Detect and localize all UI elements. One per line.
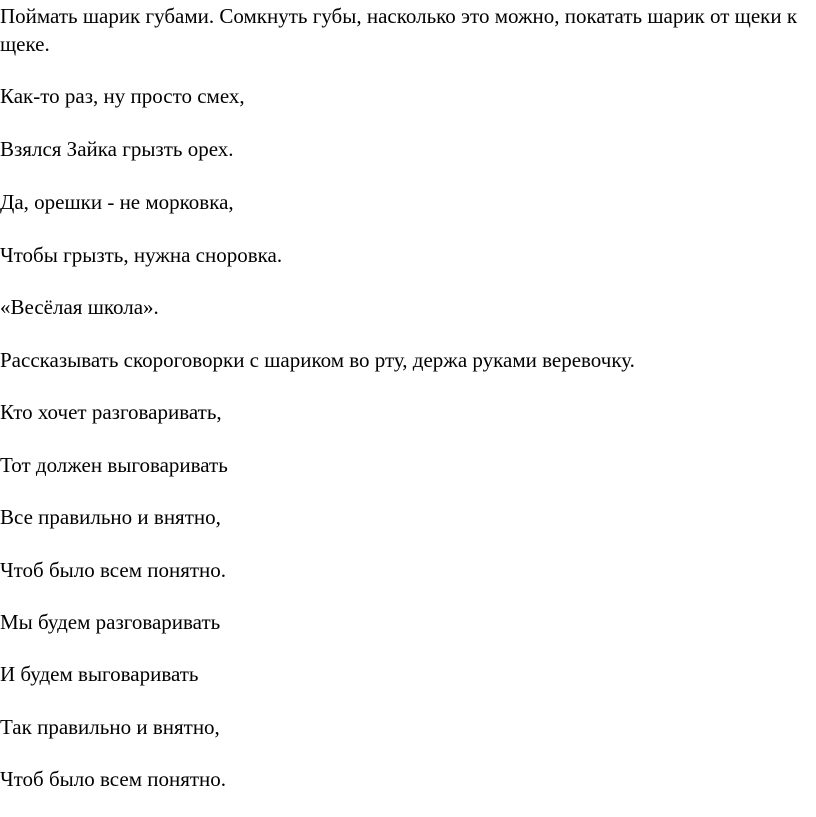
paragraph-instruction-2: Рассказывать скороговорки с шариком во рту, держа руками веревочку. <box>0 348 635 372</box>
paragraph-instruction-1: Поймать шарик губами. Сомкнуть губы, насколько это можно, покатать шарик от щеки к щеке. <box>0 4 798 56</box>
paragraph-verse-line: Как-то раз, ну просто смех, <box>0 84 245 108</box>
paragraph-verse-line: Все правильно и внятно, <box>0 505 221 529</box>
paragraph-verse-line: Взялся Зайка грызть орех. <box>0 137 234 161</box>
paragraph-verse-line: Кто хочет разговаривать, <box>0 400 222 424</box>
paragraph-verse-line: Чтоб было всем понятно. <box>0 767 227 791</box>
paragraph-verse-line: Да, орешки - не морковка, <box>0 190 234 214</box>
paragraph-game-title: «Весёлая школа». <box>0 295 159 319</box>
paragraph-verse-line: Чтоб было всем понятно. <box>0 558 227 582</box>
paragraph-verse-line: Тот должен выговаривать <box>0 453 228 477</box>
paragraph-verse-line: Чтобы грызть, нужна сноровка. <box>0 243 283 267</box>
paragraph-verse-line: И будем выговаривать <box>0 662 199 686</box>
paragraph-verse-line: Мы будем разговаривать <box>0 610 221 634</box>
paragraph-verse-line: Так правильно и внятно, <box>0 715 220 739</box>
